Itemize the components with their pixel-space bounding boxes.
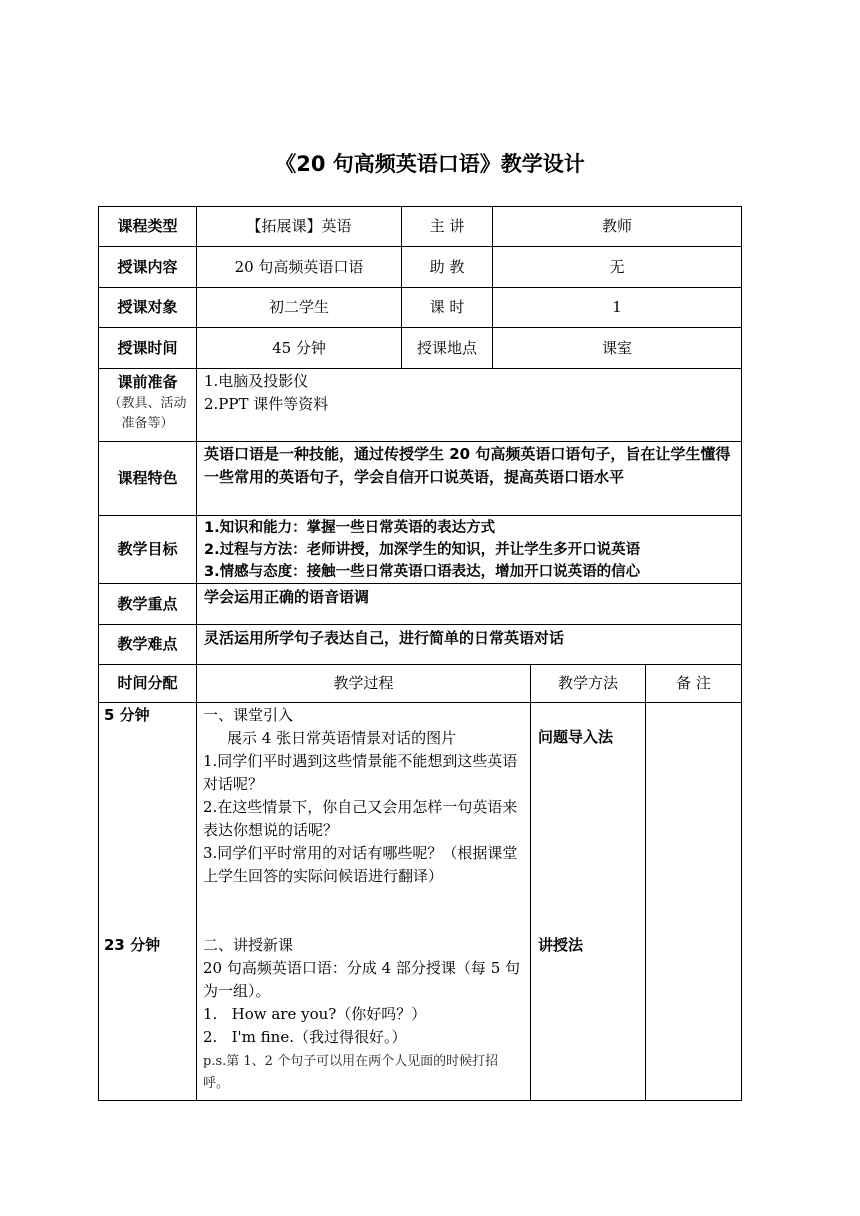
time-allocation-header: 时间分配 — [117, 674, 178, 692]
goal-item: 2.过程与方法：老师讲授，加深学生的知识，并让学生多开口说英语 — [204, 542, 641, 558]
location-label: 授课地点 — [416, 338, 477, 357]
prep-label: 课前准备 — [117, 373, 178, 391]
course-type-value: 【拓展课】英语 — [246, 217, 352, 235]
section-1-process — [197, 703, 530, 888]
goal-item: 3.情感与态度：接触一些日常英语口语表达，增加开口说英语的信心 — [204, 564, 641, 580]
section-1-time: 5 分钟 — [104, 706, 150, 724]
section-2-method: 讲授法 — [538, 936, 584, 954]
section-line: 1. How are you?（你好吗？） — [203, 1005, 427, 1023]
difficulties-text: 灵活运用所学句子表达自己，进行简单的日常英语对话 — [204, 629, 565, 647]
key-points-label: 教学重点 — [117, 594, 178, 613]
features-label: 课程特色 — [117, 469, 178, 487]
section-heading: 二、讲授新课 — [203, 936, 294, 954]
features-text: 英语口语是一种技能，通过传授学生 20 句高频英语口语句子，旨在让学生懂得一些常用的英语句子，学会自信开口说英语，提高英语口语水平 — [204, 445, 731, 486]
goals-list — [197, 516, 741, 583]
goal-item: 1.知识和能力：掌握一些日常英语的表达方式 — [204, 520, 496, 536]
section-note: p.s.第 1、2 个句子可以用在两个人见面的时候打招呼。 — [203, 1054, 499, 1091]
assistant-label: 助 教 — [429, 257, 465, 276]
section-line: 20 句高频英语口语：分成 4 部分授课（每 5 句为一组）。 — [203, 959, 521, 1000]
prep-items — [197, 369, 741, 441]
method-header: 教学方法 — [557, 674, 618, 692]
content-value: 20 句高频英语口语 — [234, 257, 364, 276]
content-label: 授课内容 — [117, 257, 178, 276]
goals-label: 教学目标 — [117, 540, 178, 558]
prep-item: 2.PPT 课件等资料 — [204, 395, 329, 413]
section-line: 2.在这些情景下，你自己又会用怎样一句英语来表达你想说的话呢？ — [203, 798, 518, 839]
lecturer-value: 教师 — [601, 217, 632, 235]
duration-label: 授课时间 — [117, 338, 178, 357]
duration-value: 45 分钟 — [272, 338, 326, 357]
section-2-time: 23 分钟 — [104, 936, 161, 954]
class-hours-value: 1 — [612, 298, 622, 316]
class-hours-label: 课 时 — [429, 298, 465, 316]
prep-sublabel: （教具、活动准备等） — [108, 396, 187, 431]
section-line: 展示 4 张日常英语情景对话的图片 — [227, 729, 457, 747]
lecturer-label: 主 讲 — [429, 217, 465, 235]
document-title: 《20 句高频英语口语》教学设计 — [275, 152, 585, 176]
course-type-label: 课程类型 — [117, 217, 178, 235]
table-border-right — [741, 206, 742, 1101]
key-points-text: 学会运用正确的语音语调 — [204, 588, 370, 606]
difficulties-label: 教学难点 — [117, 635, 178, 653]
section-line: 1.同学们平时遇到这些情景能不能想到这些英语对话呢？ — [203, 752, 518, 793]
location-value: 课室 — [601, 338, 632, 357]
section-2-process — [197, 933, 530, 1095]
prep-label-cell — [99, 369, 196, 441]
column-divider — [645, 664, 646, 1101]
assistant-value: 无 — [609, 257, 625, 276]
prep-item: 1.电脑及投影仪 — [204, 372, 309, 390]
column-divider — [530, 664, 531, 1101]
section-heading: 一、课堂引入 — [203, 706, 294, 724]
audience-label: 授课对象 — [117, 298, 178, 316]
audience-value: 初二学生 — [268, 298, 329, 316]
section-line: 2. I'm fine.（我过得很好。） — [203, 1028, 407, 1046]
section-line: 3.同学们平时常用的对话有哪些呢？（根据课堂上学生回答的实际问候语进行翻译） — [203, 844, 518, 885]
notes-header: 备 注 — [676, 674, 711, 692]
process-header: 教学过程 — [333, 674, 394, 692]
section-1-method: 问题导入法 — [538, 728, 614, 746]
